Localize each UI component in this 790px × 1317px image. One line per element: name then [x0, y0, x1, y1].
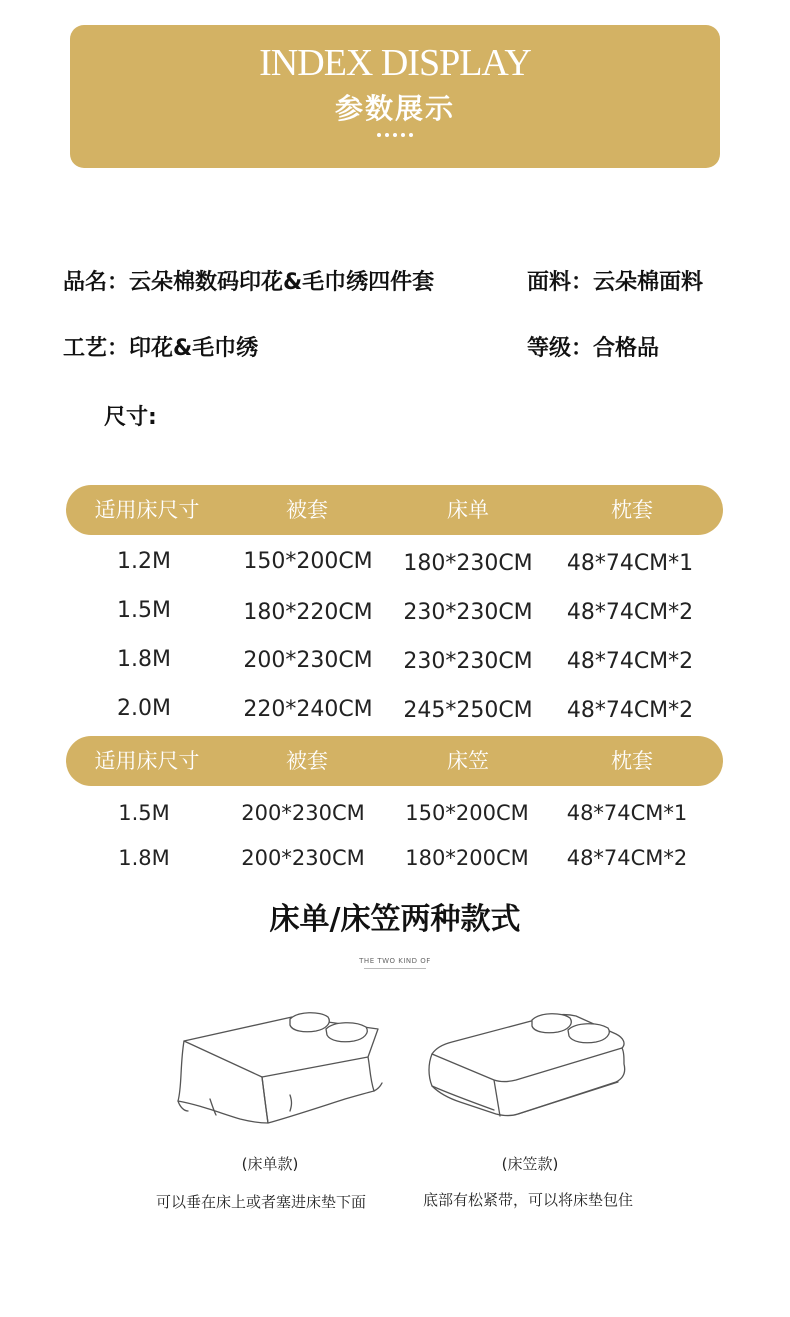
table-cell: 1.5M — [118, 801, 170, 825]
fitted-size-table-header — [66, 736, 723, 786]
fabric-info: 面料：云朵棉面料 — [527, 270, 704, 295]
flat-sheet-caption: (床单款) — [241, 1155, 299, 1173]
table-cell: 1.5M — [117, 598, 171, 623]
header-bed-size: 适用床尺寸 — [94, 498, 200, 522]
table-cell: 48*74CM*2 — [566, 846, 688, 870]
banner-title-cn: 参数展示 — [334, 92, 455, 125]
size-table-header — [66, 485, 723, 535]
table-cell: 1.8M — [118, 846, 170, 870]
fitted-sheet-description: 底部有松紧带，可以将床垫包住 — [422, 1191, 634, 1209]
table-cell: 48*74CM*2 — [566, 600, 694, 625]
header-duvet: 被套 — [286, 498, 328, 522]
fitted-sheet-caption: (床笠款) — [501, 1155, 559, 1173]
product-name: 品名：云朵棉数码印花&毛巾绣四件套 — [63, 270, 435, 295]
table-cell: 230*230CM — [403, 649, 533, 674]
table-cell: 1.8M — [117, 647, 171, 672]
styles-subtitle: THE TWO KIND OF — [0, 956, 790, 969]
table-cell: 200*230CM — [241, 801, 365, 825]
header-pillowcase: 枕套 — [611, 749, 653, 773]
craft-info: 工艺：印花&毛巾绣 — [63, 336, 259, 361]
header-bed-size: 适用床尺寸 — [94, 749, 200, 773]
banner-dots-decoration — [377, 133, 413, 137]
table-cell: 150*200CM — [405, 801, 529, 825]
table-cell: 180*200CM — [405, 846, 529, 870]
header-pillowcase: 枕套 — [611, 498, 653, 522]
flat-sheet-description: 可以垂在床上或者塞进床垫下面 — [155, 1193, 367, 1211]
header-flat-sheet: 床单 — [447, 498, 489, 522]
header-duvet: 被套 — [286, 749, 328, 773]
table-cell: 2.0M — [117, 696, 171, 721]
table-cell: 200*230CM — [241, 846, 365, 870]
table-cell: 180*220CM — [243, 600, 373, 625]
index-banner — [70, 25, 720, 168]
fitted-sheet-bed-icon — [420, 1010, 630, 1125]
header-fitted-sheet: 床笠 — [447, 749, 489, 773]
table-cell: 48*74CM*2 — [566, 649, 694, 674]
banner-title-en: INDEX DISPLAY — [259, 42, 531, 84]
table-cell: 48*74CM*2 — [566, 698, 694, 723]
table-cell: 245*250CM — [403, 698, 533, 723]
styles-title: 床单/床笠两种款式 — [269, 902, 521, 937]
table-cell: 48*74CM*1 — [566, 551, 694, 576]
table-cell: 220*240CM — [243, 697, 373, 722]
table-cell: 1.2M — [117, 549, 171, 574]
table-cell: 150*200CM — [243, 549, 373, 574]
size-label: 尺寸: — [104, 405, 157, 430]
flat-sheet-bed-icon — [170, 1005, 390, 1130]
table-cell: 200*230CM — [243, 648, 373, 673]
table-cell: 230*230CM — [403, 600, 533, 625]
table-cell: 180*230CM — [403, 551, 533, 576]
table-cell: 48*74CM*1 — [566, 801, 688, 825]
grade-info: 等级：合格品 — [527, 336, 660, 361]
